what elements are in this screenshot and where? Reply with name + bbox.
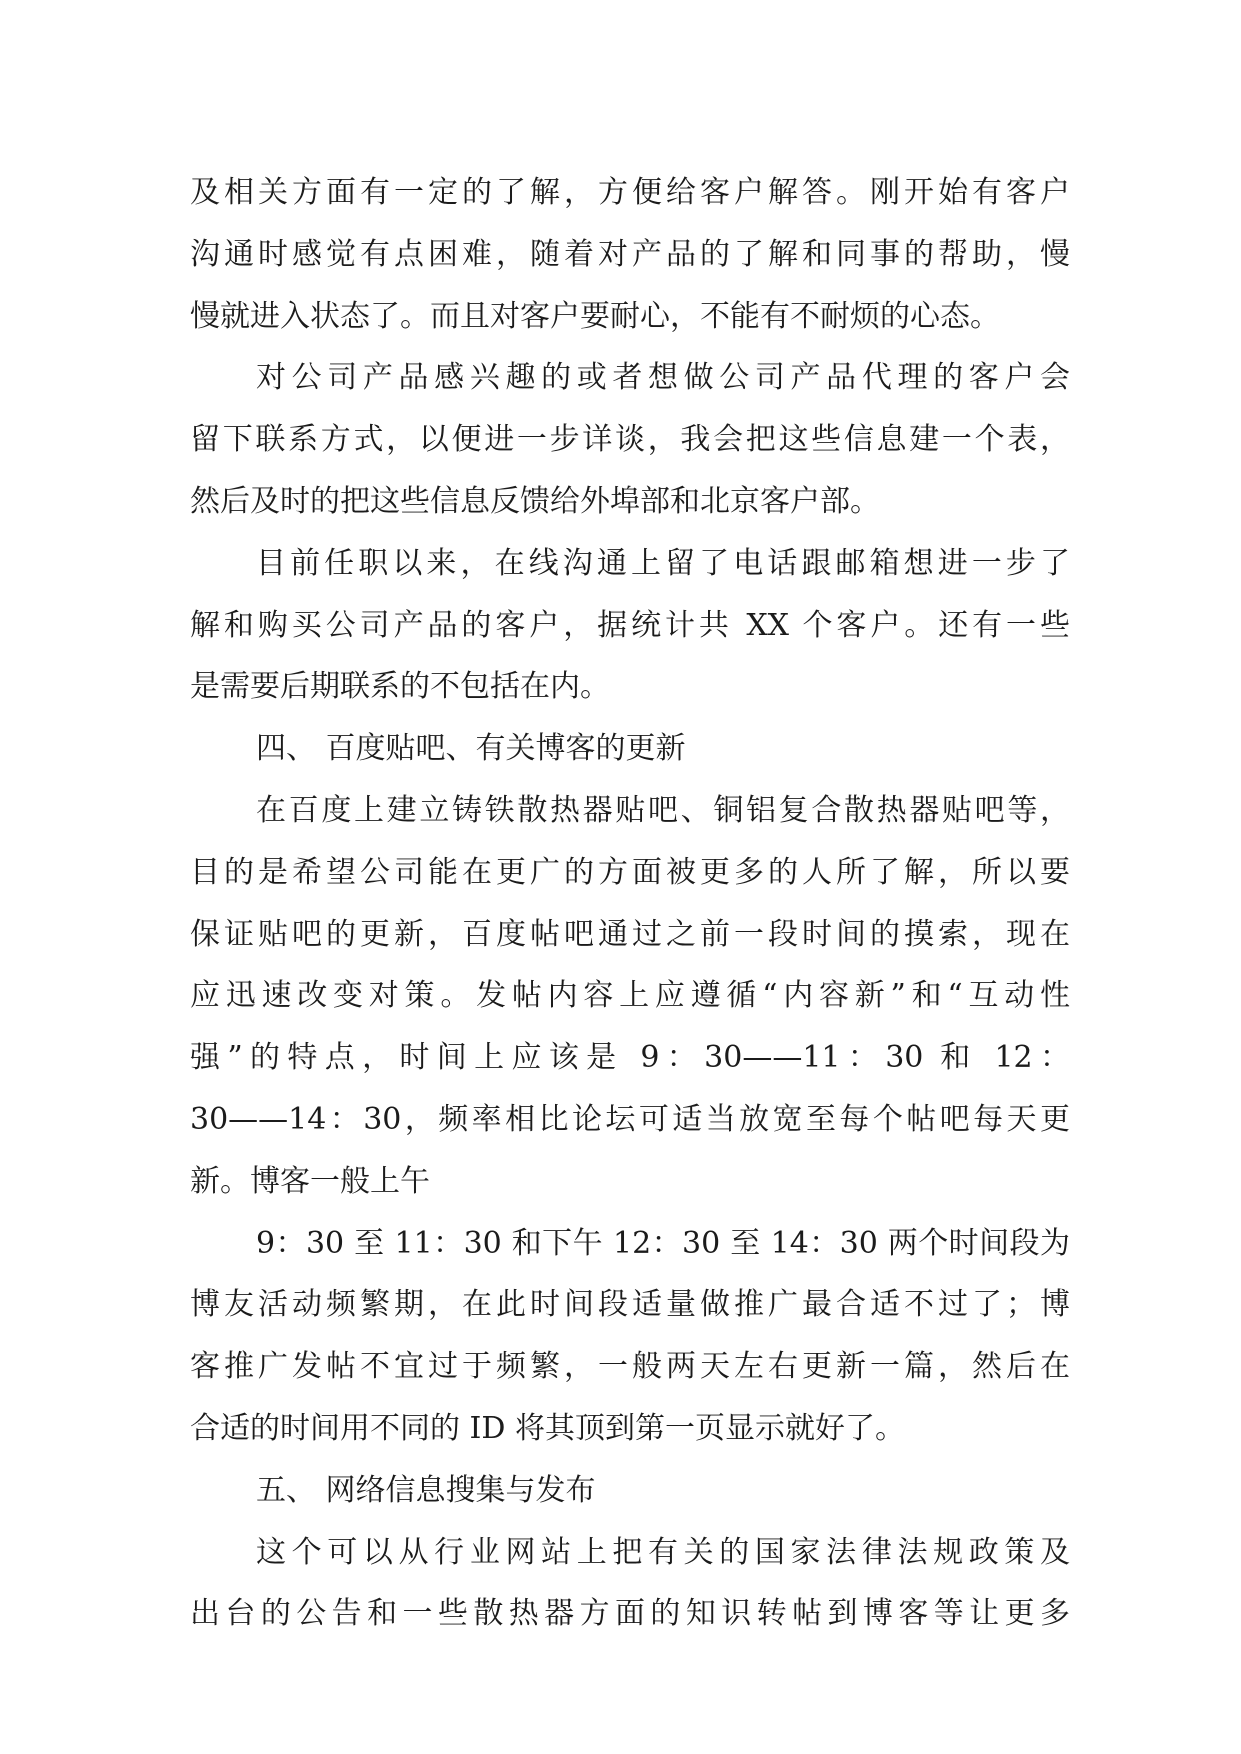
text-line: 9：30 至 11：30 和下午 12：30 至 14：30 两个时间段为	[256, 1225, 1070, 1261]
text-line: 然后及时的把这些信息反馈给外埠部和北京客户部。	[190, 483, 880, 519]
section-heading: 四、 百度贴吧、有关博客的更新	[256, 731, 686, 767]
body-text	[190, 162, 1070, 1645]
text-line: 强”的特点，时间上应该是 9：30——11：30 和 12：	[190, 1040, 1070, 1076]
text-line: 合适的时间用不同的 ID 将其顶到第一页显示就好了。	[190, 1410, 905, 1446]
text-line: 客推广发帖不宜过于频繁，一般两天左右更新一篇，然后在	[190, 1349, 1070, 1385]
text-line: 是需要后期联系的不包括在内。	[190, 669, 610, 705]
text-line: 在百度上建立铸铁散热器贴吧、铜铝复合散热器贴吧等，	[256, 792, 1070, 828]
text-line: 留下联系方式，以便进一步详谈，我会把这些信息建一个表，	[190, 422, 1070, 458]
text-line: 目的是希望公司能在更广的方面被更多的人所了解，所以要	[190, 854, 1070, 890]
text-line: 沟通时感觉有点困难，随着对产品的了解和同事的帮助，慢	[190, 236, 1070, 272]
text-line: 博友活动频繁期，在此时间段适量做推广最合适不过了；博	[190, 1287, 1070, 1323]
text-line: 保证贴吧的更新，百度帖吧通过之前一段时间的摸索，现在	[190, 916, 1070, 952]
text-line: 应迅速改变对策。发帖内容上应遵循“内容新”和“互动性	[190, 978, 1070, 1014]
text-line: 出台的公告和一些散热器方面的知识转帖到博客等让更多	[190, 1596, 1070, 1632]
text-line: 及相关方面有一定的了解，方便给客户解答。刚开始有客户	[190, 175, 1070, 210]
section-heading: 五、 网络信息搜集与发布	[256, 1472, 596, 1508]
text-line: 解和购买公司产品的客户，据统计共 XX 个客户。还有一些	[190, 607, 1070, 643]
text-line: 对公司产品感兴趣的或者想做公司产品代理的客户会	[256, 360, 1070, 396]
text-line: 这个可以从行业网站上把有关的国家法律法规政策及	[256, 1534, 1070, 1570]
text-line: 30——14：30，频率相比论坛可适当放宽至每个帖吧每天更	[190, 1101, 1070, 1137]
text-line: 新。博客一般上午	[190, 1163, 430, 1199]
text-line: 慢就进入状态了。而且对客户要耐心，不能有不耐烦的心态。	[190, 298, 1000, 334]
text-line: 目前任职以来，在线沟通上留了电话跟邮箱想进一步了	[256, 545, 1070, 581]
